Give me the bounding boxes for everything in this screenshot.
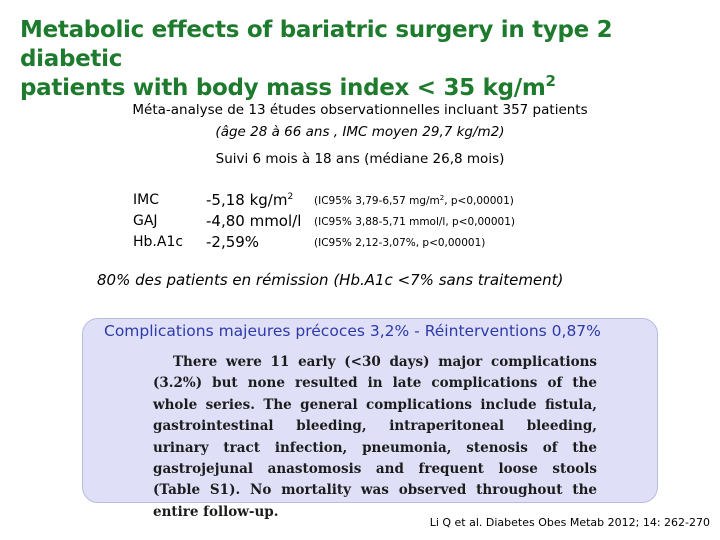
result-label: IMC	[133, 192, 159, 208]
complications-heading: Complications majeures précoces 3,2% - Réinterventions 0,87%	[104, 322, 601, 340]
result-value-text: -2,59%	[206, 233, 260, 251]
result-ci	[314, 216, 515, 228]
result-ci-prefix: (IC95% 3,79-6,57 mg/m	[314, 195, 440, 207]
result-ci-prefix: (IC95% 2,12-3,07%, p<0,00001)	[314, 237, 486, 249]
quote-text: There were 11 early (<30 days) major complications (3.2%) but none resulted in late complications of the whole series. The general complications include fistula, gastrointestinal bleeding, intraperitoneal bleeding, urinary tract infection, pneumonia, stenosis of the gastrojejunal anastomosis and frequent loose stools (Table S1). No mortality was observed throughout the entire follow-up.	[153, 354, 597, 520]
result-label: GAJ	[133, 213, 158, 229]
title-line-1: Metabolic effects of bariatric surgery in type 2 diabetic	[20, 17, 613, 72]
result-label: Hb.A1c	[133, 234, 184, 250]
result-value-text: -4,80 mmol/l	[206, 212, 302, 230]
title-superscript: 2	[545, 72, 556, 90]
result-ci	[314, 237, 485, 249]
study-age-range: (âge 28 à 66 ans , IMC moyen 29,7 kg/m2)	[215, 124, 505, 140]
result-value	[206, 212, 301, 230]
quoted-excerpt	[153, 352, 597, 523]
result-ci	[314, 195, 514, 207]
result-value	[206, 233, 259, 251]
citation: Li Q et al. Diabetes Obes Metab 2012; 14: 262-270	[429, 516, 710, 529]
study-followup: Suivi 6 mois à 18 ans (médiane 26,8 mois)	[215, 151, 505, 167]
result-value-sup: 2	[287, 192, 294, 202]
result-ci-suffix: , p<0,00001)	[444, 195, 514, 207]
remission-statement: 80% des patients en rémission (Hb.A1c <7% sans traitement)	[97, 271, 564, 289]
slide-title	[20, 16, 710, 103]
study-description: Méta-analyse de 13 études observationnelles incluant 357 patients	[132, 102, 588, 118]
result-ci-sup: 2	[439, 194, 445, 202]
title-line-2-text: patients with body mass index < 35 kg/m	[20, 75, 546, 101]
result-value	[206, 191, 293, 209]
title-line-2	[20, 74, 710, 103]
result-value-text: -5,18 kg/m	[206, 191, 288, 209]
result-ci-prefix: (IC95% 3,88-5,71 mmol/l, p<0,00001)	[314, 216, 515, 228]
